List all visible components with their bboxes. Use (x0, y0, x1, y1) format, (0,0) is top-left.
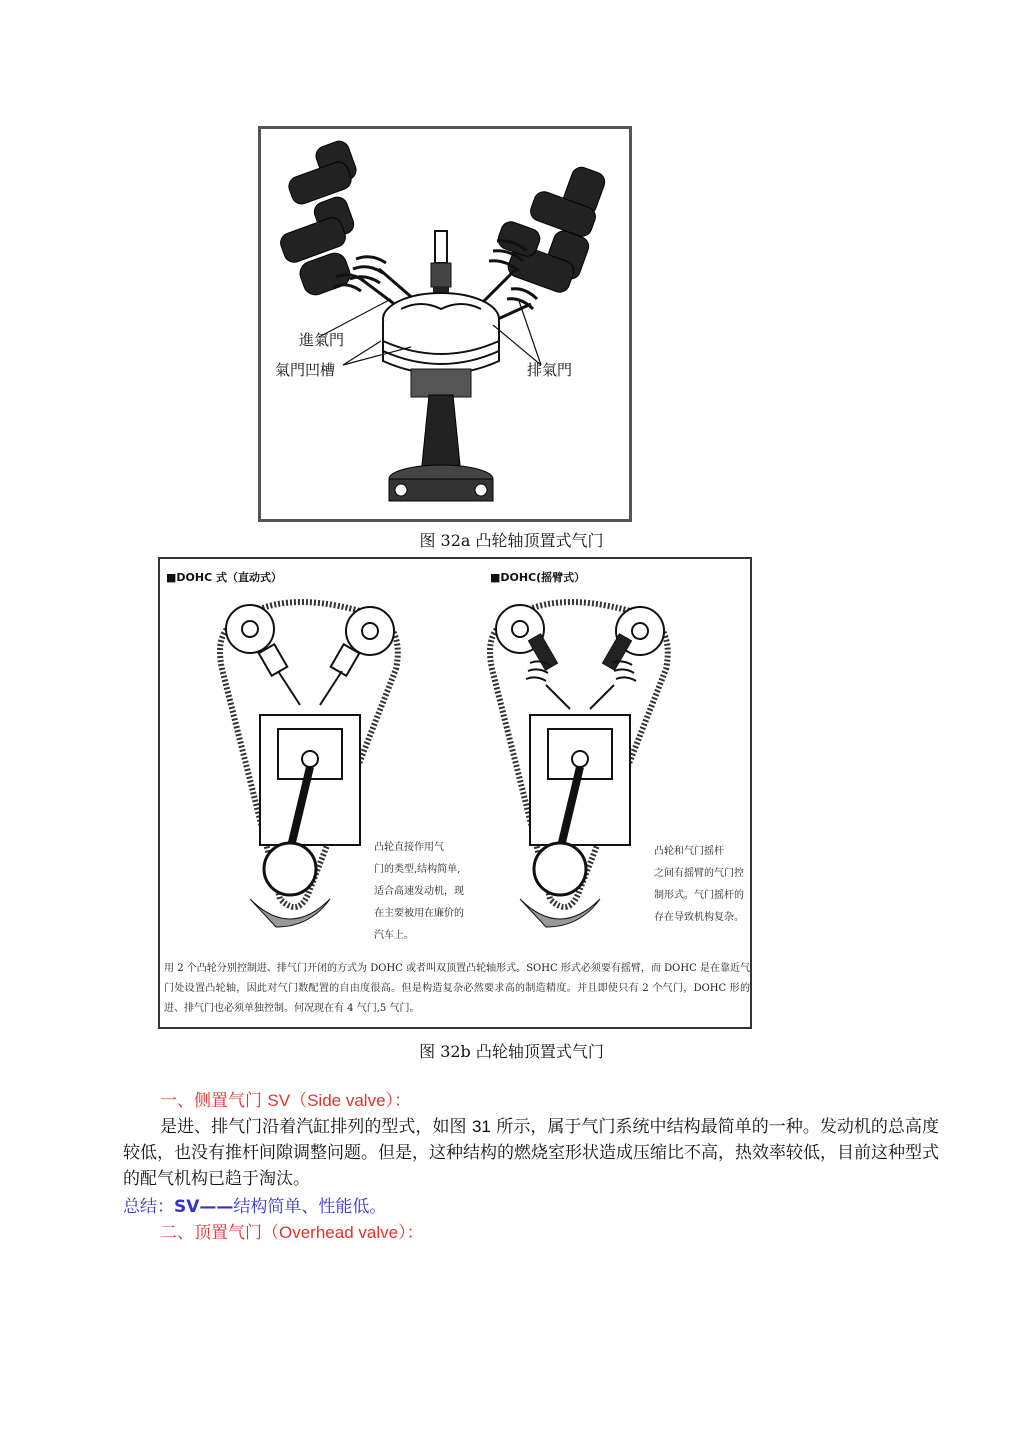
direct-note-line: 门的类型,结构简单, (374, 864, 461, 875)
paragraph-text: 是进、排气门沿着汽缸排列的型式，如图 (160, 1117, 472, 1137)
direct-note (374, 837, 464, 947)
figure-32b-caption: 图 32b 凸轮轴顶置式气门 (419, 1042, 604, 1061)
direct-note-line: 适合高速发动机，现 (374, 886, 464, 897)
right-dohc-drawing (490, 602, 668, 927)
valve-groove-label: 氣門凹槽 (275, 361, 336, 379)
section-1-paragraph (123, 1114, 939, 1192)
summary-term: SV—— (174, 1197, 234, 1217)
section-2-heading (160, 1220, 424, 1246)
connecting-rod (389, 395, 493, 501)
paragraph-text: 所示，属于气门系统中结构最简单的一种。发动机的总高度较低，也没有推杆间隙调整问题。但是，这种结构的燃烧室形状造成压缩比不高，热效率较低，目前这种型式的配气机构已趋于淘汰。 (123, 1117, 939, 1189)
heading-prefix: 一、侧置气门 (160, 1091, 268, 1111)
figure-32a-caption: 图 32a 凸轮轴顶置式气门 (419, 531, 604, 550)
rocker-note-line: 制形式。气门摇杆的 (654, 890, 744, 901)
figure-32a (258, 126, 632, 522)
intake-valve-label: 進氣門 (299, 331, 345, 349)
spark-plug (431, 231, 451, 299)
rocker-note-line: 凸轮和气门摇杆 (654, 846, 724, 857)
summary-text: 结构简单、性能低。 (233, 1197, 387, 1217)
rocker-note-line: 存在导致机构复杂。 (654, 912, 744, 923)
exhaust-valve-label: 排氣門 (527, 361, 573, 379)
dohc-direct-title: ■DOHC 式（直动式） (166, 571, 282, 584)
summary-line (123, 1194, 386, 1220)
rocker-note (654, 841, 744, 929)
direct-note-line: 凸轮直接作用气 (374, 842, 444, 853)
direct-note-line: 汽车上。 (374, 930, 414, 941)
heading-suffix: ： (394, 1091, 412, 1111)
dohc-diagram (160, 559, 750, 1027)
heading-latin: SV（Side valve） (267, 1091, 395, 1110)
dohc-rocker-title: ■DOHC(摇臂式） (490, 571, 586, 584)
right-camshaft (495, 165, 607, 295)
summary-prefix: 总结： (123, 1197, 174, 1217)
figure-32b (158, 557, 752, 1029)
engine-illustration (261, 129, 629, 519)
heading-suffix: ）： (398, 1223, 424, 1243)
heading-prefix: 二、顶置气门（ (160, 1223, 279, 1243)
section-1-heading (160, 1088, 411, 1114)
dohc-footnote: 用 2 个凸轮分别控制进、排气门开闭的方式为 DOHC 或者叫双顶置凸轮轴形式。SOHC 形式必须要有摇臂，而 DOHC 是在靠近气门处设置凸轮轴，因此对气门数配置的自由度很高。但是构造复杂必然要求高的制造精度。并且即使只有 2 个气门，DOHC 形的进、排气门也必须单独控制。何况现在有 4 气门,5 气门。 (164, 963, 750, 1014)
direct-note-line: 在主要被用在廉价的 (374, 908, 464, 919)
figure-reference: 31 (471, 1117, 491, 1136)
heading-latin: Overhead valve (279, 1223, 399, 1242)
left-dohc-drawing (220, 602, 398, 927)
piston (383, 293, 499, 397)
rocker-note-line: 之间有摇臂的气门控 (654, 868, 744, 879)
